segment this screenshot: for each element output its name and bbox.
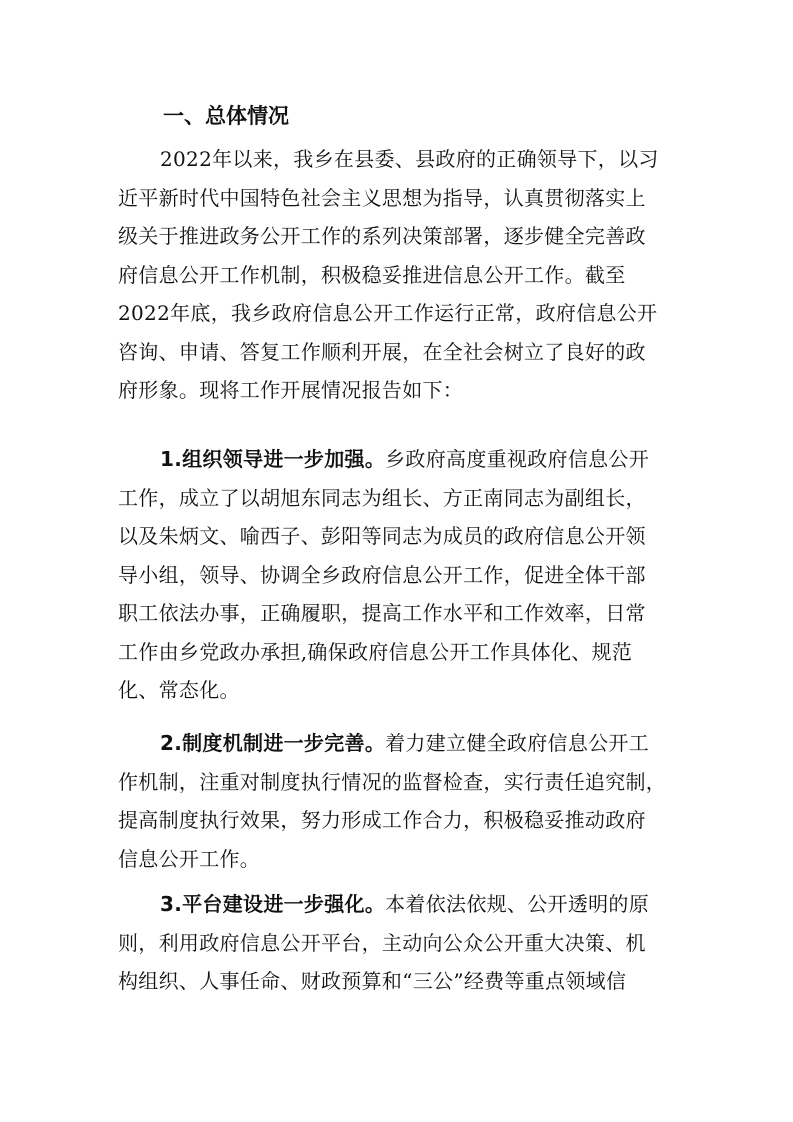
paragraph-line: 2022年以来，我乡在县委、县政府的正确领导下，以习 [160, 147, 659, 171]
paragraph-line: 咨询、申请、答复工作顺利开展，在全社会树立了良好的政 [118, 339, 646, 364]
paragraph-line: 则，利用政府信息公开平台，主动向公众公开重大决策、机 [118, 930, 646, 955]
paragraph-first-line [118, 724, 678, 763]
paragraph-mechanism [118, 724, 678, 878]
paragraph-line: 工作由乡党政办承担,确保政府信息公开工作具体化、规范 [118, 639, 633, 664]
paragraph-lead: 3.平台建设进一步强化。 [160, 892, 386, 916]
paragraph-line: 2022年底，我乡政府信息公开工作运行正常，政府信息公开 [118, 301, 658, 325]
paragraph-lead-rest: 乡政府高度重视政府信息公开 [385, 447, 650, 471]
paragraph-line: 导小组，领导、协调全乡政府信息公开工作，促进全体干部 [118, 562, 646, 587]
paragraph-lead-rest: 着力建立健全政府信息公开工 [385, 731, 650, 755]
paragraph-overview [118, 140, 678, 410]
paragraph-lead: 1.组织领导进一步加强。 [160, 447, 386, 471]
paragraph-line: 职工依法办事，正确履职，提高工作水平和工作效率，日常 [118, 601, 646, 625]
paragraph-line: 提高制度执行效果，努力形成工作合力，积极稳妥推动政府 [118, 808, 646, 832]
section-heading: 一、总体情况 [163, 104, 289, 128]
paragraph-organization [118, 440, 678, 710]
paragraph-lead-rest: 本着依法依规、公开透明的原 [385, 892, 650, 916]
paragraph-line: 化、常态化。 [118, 678, 240, 702]
paragraph-first-line [118, 440, 678, 479]
paragraph-line: 府信息公开工作机制，积极稳妥推进信息公开工作。截至 [118, 262, 626, 287]
paragraph-line: 构组织、人事任命、财政预算和“三公”经费等重点领域信 [118, 969, 627, 993]
paragraph-line: 工作，成立了以胡旭东同志为组长、方正南同志为副组长， [118, 485, 646, 510]
paragraph-line: 府形象。现将工作开展情况报告如下： [118, 378, 464, 402]
paragraph-platform [118, 885, 678, 1001]
paragraph-line: 作机制，注重对制度执行情况的监督检查，实行责任追究制， [118, 769, 667, 794]
paragraph-lead: 2.制度机制进一步完善。 [160, 731, 386, 755]
paragraph-first-line [118, 885, 678, 924]
paragraph-line: 近平新时代中国特色社会主义思想为指导，认真贯彻落实上 [118, 185, 646, 210]
paragraph-line: 级关于推进政务公开工作的系列决策部署，逐步健全完善政 [118, 224, 646, 248]
paragraph-line: 以及朱炳文、喻西子、彭阳等同志为成员的政府信息公开领 [118, 524, 646, 548]
paragraph-line: 信息公开工作。 [118, 846, 261, 871]
